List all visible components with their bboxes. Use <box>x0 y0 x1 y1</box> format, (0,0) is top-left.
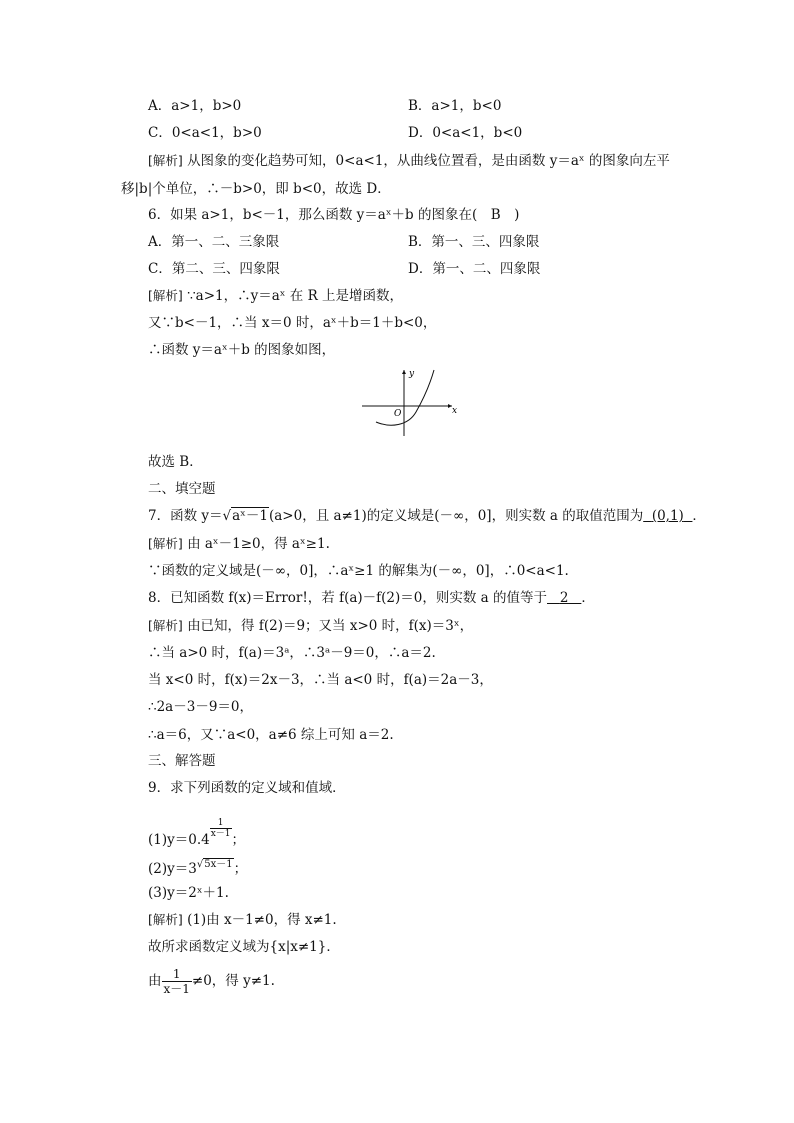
q5-option-d: D．0<a<1，b<0 <box>408 125 523 141</box>
q9-part-1-pre: (1)y＝0.4 <box>148 832 210 848</box>
fraction-numerator: 1 <box>210 818 232 829</box>
q9-part-3: (3)y＝2ˣ＋1. <box>148 885 229 901</box>
q6-solution-line-2: 又∵b<－1，∴当 x＝0 时，aˣ＋b＝1＋b<0， <box>148 315 437 331</box>
curve-y-equals-a-pow-x-plus-b <box>376 370 434 425</box>
q9-part-1 <box>148 818 245 849</box>
q6-stem: 6．如果 a>1，b<－1，那么函数 y＝aˣ＋b 的图象在( B ) <box>148 207 520 223</box>
q6-solution-line-1 <box>148 287 403 305</box>
q5-option-a: A．a>1，b>0 <box>148 98 242 114</box>
q9-part-1-end: ； <box>231 832 246 848</box>
q6-solution-text-1: ∵a>1，∴y＝aˣ 在 R 上是增函数， <box>187 288 404 304</box>
q9-part-2-exponent <box>197 858 234 870</box>
q8-solution-line-5: ∴a＝6，又∵a<0，a≠6 综上可知 a＝2. <box>148 727 394 743</box>
q8-answer-blank <box>547 590 581 606</box>
exponential-graph-figure <box>360 366 460 438</box>
q6-solution-line-4: 故选 B． <box>148 454 203 470</box>
q6-option-c: C．第二、三、四象限 <box>148 261 280 277</box>
q9-solution-3-post: ≠0，得 y≠1. <box>191 973 275 989</box>
q7-solution-line-2: ∵函数的定义域是(－∞，0]，∴aˣ≥1 的解集为(－∞，0]，∴0<a<1. <box>148 563 569 579</box>
q9-solution-text-1: (1)由 x－1≠0，得 x≠1. <box>187 912 337 928</box>
q9-part-2-radicand: 5x－1 <box>204 859 233 870</box>
q7-stem-post: (a>0，且 a≠1)的定义域是(－∞，0]，则实数 a 的取值范围为 <box>268 508 644 524</box>
q8-solution-line-1 <box>148 617 473 635</box>
q6-solution-line-3: ∴函数 y＝aˣ＋b 的图象如图， <box>148 342 336 358</box>
q7-solution-line-1 <box>148 535 330 553</box>
section-answer-heading: 三、解答题 <box>148 753 216 769</box>
sqrt-sign: √ <box>222 508 232 524</box>
q7-stem <box>148 507 706 525</box>
q9-part-1-exponent-fraction <box>210 818 232 839</box>
analysis-tag: [解析] <box>148 288 183 303</box>
analysis-tag: [解析] <box>148 618 183 633</box>
q9-solution-line-1 <box>148 911 337 929</box>
q5-solution-text-1: 从图象的变化趋势可知，0<a<1，从曲线位置看，是由函数 y＝aˣ 的图象向左平 <box>187 153 670 169</box>
q7-radicand: aˣ－1 <box>232 508 268 524</box>
y-axis-label: y <box>409 369 415 379</box>
q5-option-b: B．a>1，b<0 <box>408 98 502 114</box>
y-axis-arrow <box>402 370 406 374</box>
q8-solution-text-1: 由已知，得 f(2)＝9；又当 x>0 时，f(x)＝3ˣ， <box>187 618 474 634</box>
q9-solution-3-fraction <box>162 967 192 996</box>
q6-option-b: B．第一、三、四象限 <box>408 234 540 250</box>
analysis-tag: [解析] <box>148 536 183 551</box>
q6-option-d: D．第一、二、四象限 <box>408 261 541 277</box>
q8-solution-line-2: ∴当 a>0 时，f(a)＝3ᵃ，∴3ᵃ－9＝0，∴a＝2. <box>148 645 436 661</box>
q7-answer-blank <box>643 508 692 524</box>
q5-solution-line-1 <box>148 152 670 170</box>
q8-stem <box>148 589 595 607</box>
q9-part-2-end: ； <box>233 861 248 877</box>
fraction-denominator: x－1 <box>163 982 190 996</box>
x-axis-label: x <box>452 406 458 416</box>
q9-stem: 9．求下列函数的定义域和值域． <box>148 780 346 796</box>
q7-answer: (0,1) <box>651 508 684 524</box>
fraction-denominator: x－1 <box>210 829 231 839</box>
q8-stem-end: ． <box>581 590 595 606</box>
q9-part-2-pre: (2)y＝3 <box>148 861 197 877</box>
section-fill-in-heading: 二、填空题 <box>148 481 216 497</box>
q9-solution-line-3 <box>148 966 275 996</box>
q5-solution-line-2: 移|b|个单位，∴－b>0，即 b<0，故选 D． <box>121 181 391 197</box>
q9-solution-line-2: 故所求函数定义域为{x|x≠1}． <box>148 939 340 955</box>
q9-solution-3-pre: 由 <box>148 973 162 989</box>
sqrt-sign: √ <box>196 859 204 870</box>
q8-solution-line-3: 当 x<0 时，f(x)＝2x－3，∴当 a<0 时，f(a)＝2a－3， <box>148 672 493 688</box>
origin-label: O <box>394 409 402 419</box>
q8-solution-line-4: ∴2a－3－9＝0， <box>148 699 253 715</box>
q7-stem-end: ． <box>692 508 706 524</box>
fraction-numerator: 1 <box>162 967 192 982</box>
analysis-tag: [解析] <box>148 912 183 927</box>
q5-option-c: C．0<a<1，b>0 <box>148 125 262 141</box>
q7-solution-text-1: 由 aˣ－1≥0，得 aˣ≥1. <box>187 536 330 552</box>
q7-stem-pre: 7．函数 y＝ <box>148 508 223 524</box>
q6-option-a: A．第一、二、三象限 <box>148 234 280 250</box>
q8-answer: 2 <box>559 590 569 606</box>
q8-stem-text: 8．已知函数 f(x)＝Error!，若 f(a)－f(2)＝0，则实数 a 的值等于 <box>148 590 548 606</box>
analysis-tag: [解析] <box>148 153 183 168</box>
q9-part-2 <box>148 856 247 878</box>
